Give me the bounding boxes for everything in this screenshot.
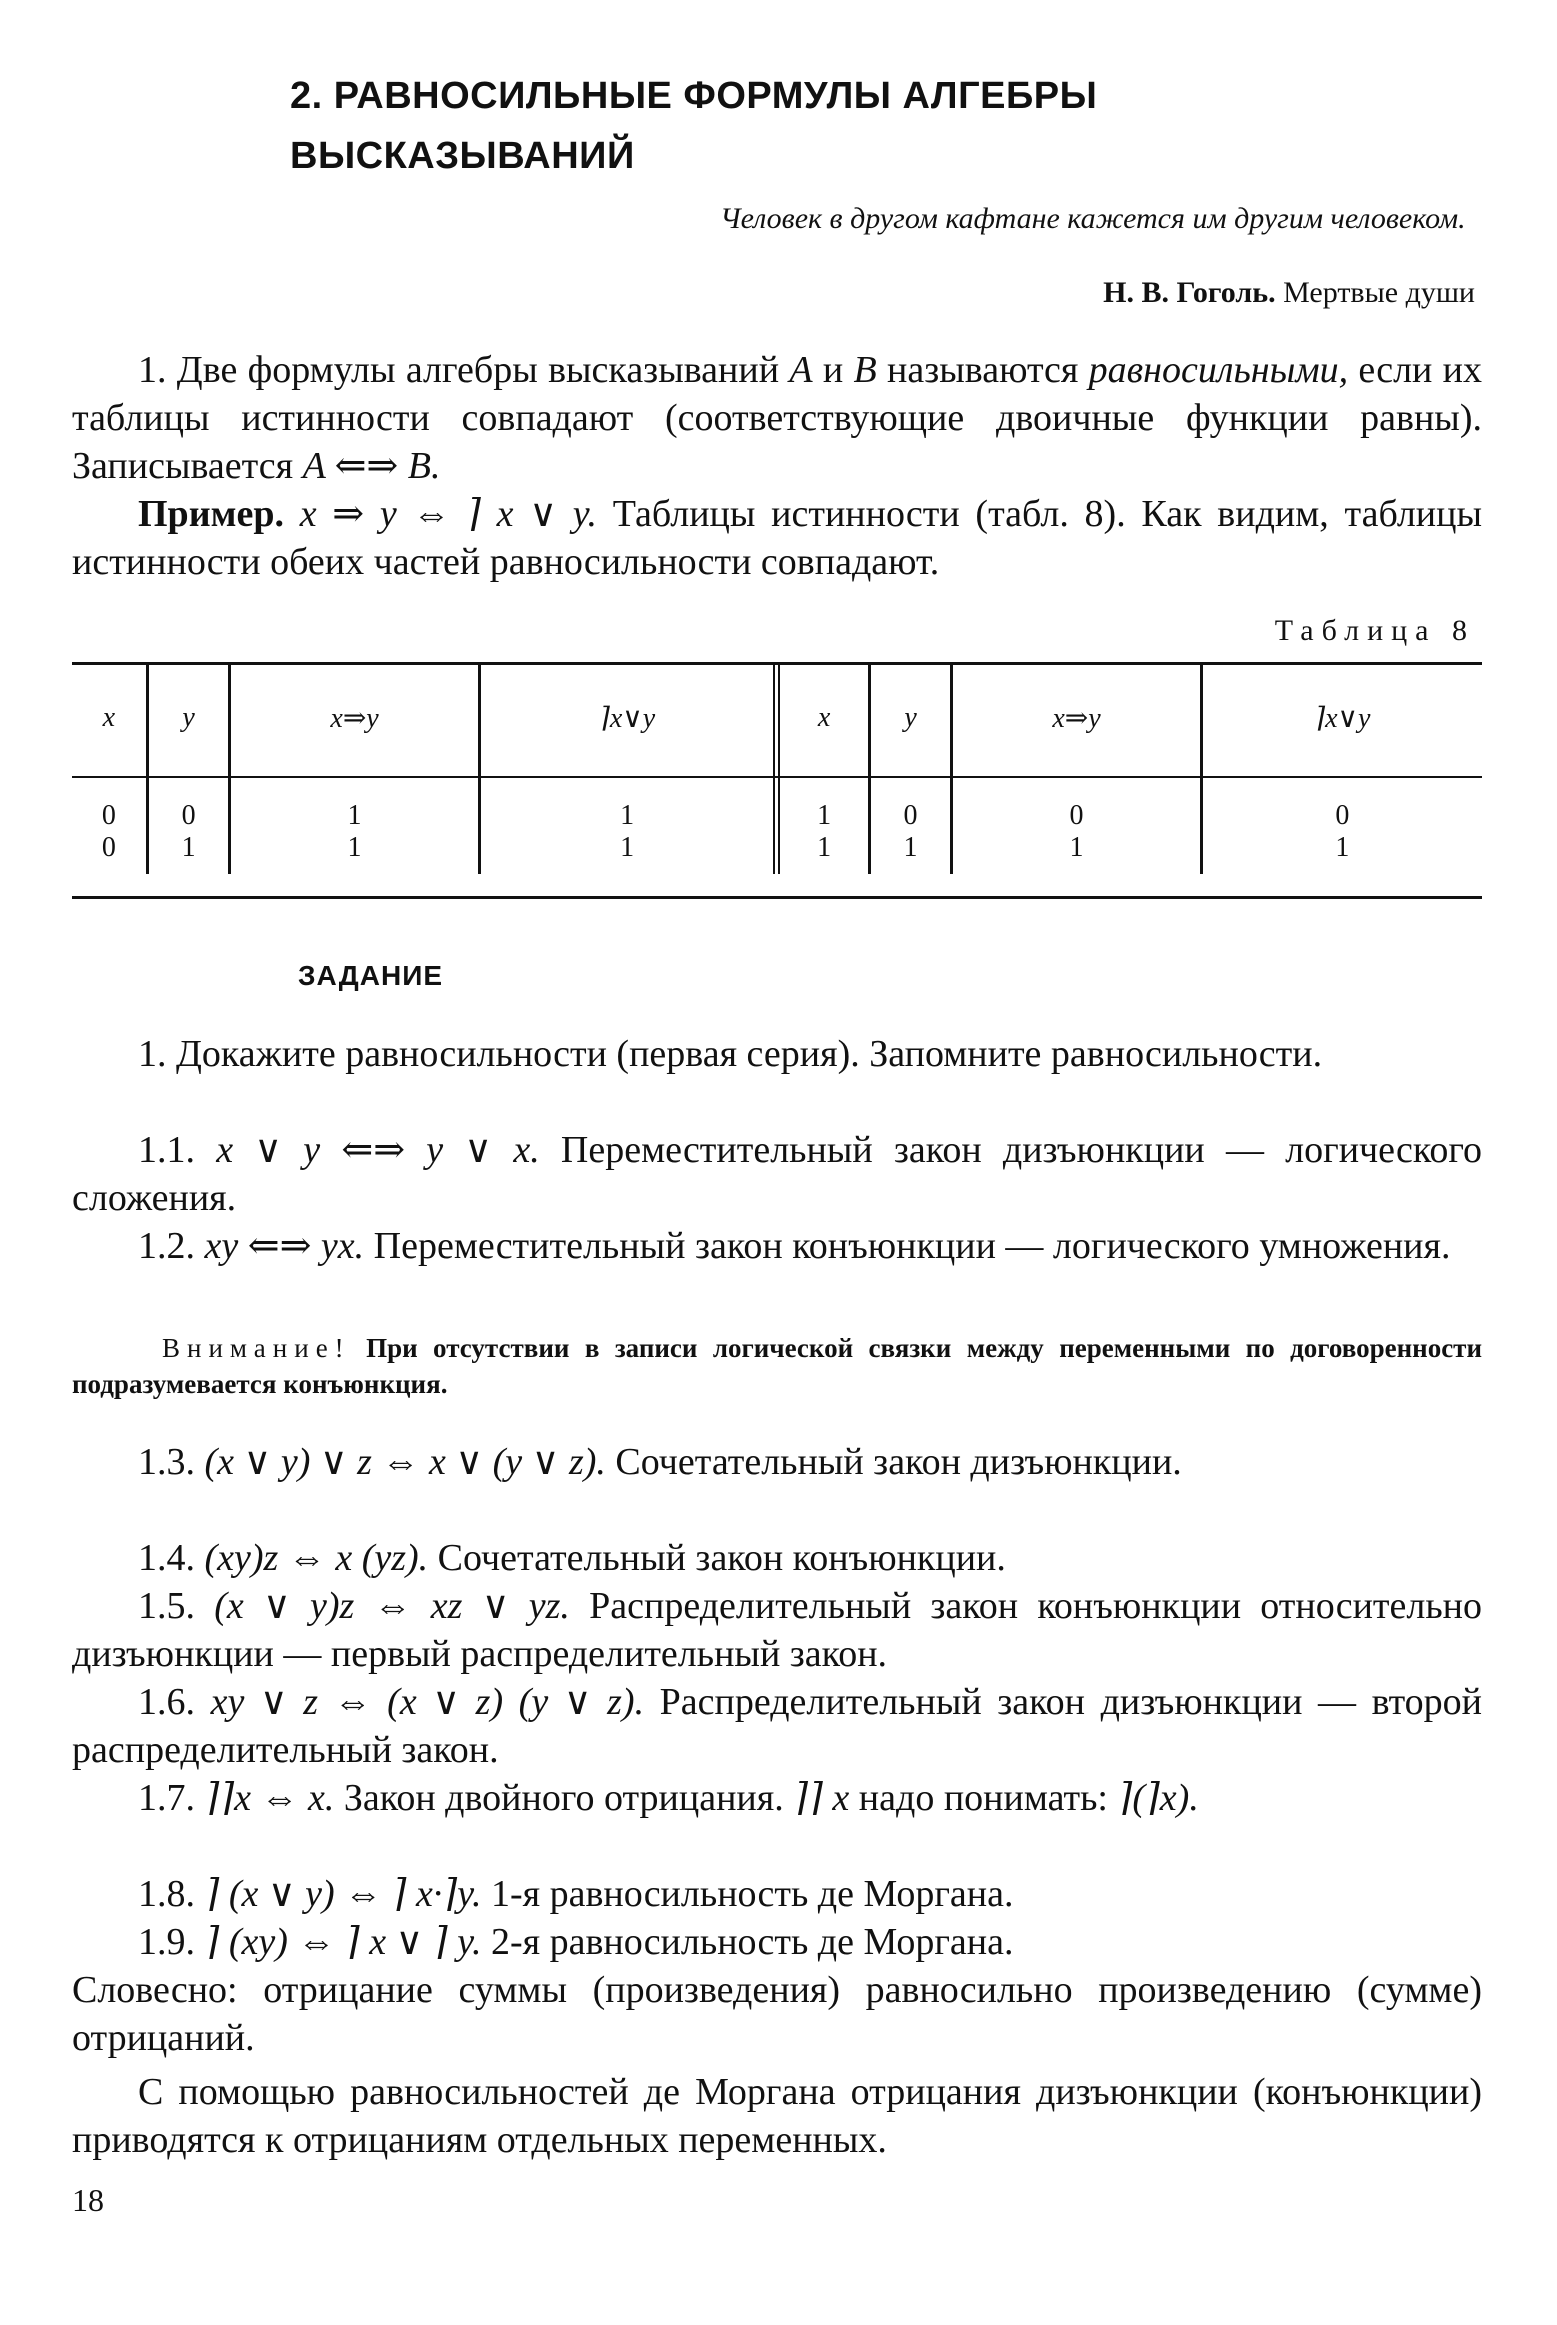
table-cell: 0 — [1201, 774, 1482, 832]
heading-line-2: ВЫСКАЗЫВАНИЙ — [290, 135, 635, 177]
table-cell: 1 — [230, 774, 479, 832]
table-cell: 0 — [101, 800, 116, 831]
example-formula: x ⇒ y ⇔ ⌉ x ∨ y. — [299, 493, 598, 535]
item-1-6: 1.6. xy ∨ z ⇔ (x ∨ z) (y ∨ z). Распределительный закон дизъюнкции — второй распределительный закон. — [72, 1681, 1483, 1771]
item-1-2: 1.2. xy ⇐⇒ yx. Переместительный закон конъюнкции — логического умножения. — [138, 1225, 1451, 1267]
epigraph-attribution — [1103, 276, 1475, 310]
item-formula: ⌉ (xy) ⇔ ⌉ x ∨ ⌉ y. — [204, 1921, 482, 1963]
table-bottom-rule — [72, 896, 1482, 899]
table-cell: 1 — [777, 774, 869, 832]
table-header-row — [72, 662, 1482, 774]
table-header-cell: y — [869, 662, 952, 774]
item-formula: xy ∨ z ⇔ (x ∨ z) (y ∨ z). — [210, 1681, 645, 1723]
table-cell: 1 — [869, 832, 952, 874]
item-1-3: 1.3. (x ∨ y) ∨ z ⇔ x ∨ (y ∨ z). Сочетательный закон дизъюнкции. — [138, 1441, 1182, 1483]
page-number: 18 — [72, 2182, 104, 2218]
definition-paragraph: 1. Две формулы алгебры высказываний A и B называются равносильными, если их таблицы истинности совпадают (соответствующие двоичные функции равны). Записывается A ⇐⇒ B. — [72, 349, 1482, 487]
item-formula: (x ∨ y) ∨ z ⇔ x ∨ (y ∨ z). — [204, 1441, 606, 1483]
truth-table — [72, 662, 1482, 874]
table-header-cell: x — [777, 662, 869, 774]
item-1-4: 1.4. (xy)z ⇔ x (yz). Сочетательный закон конъюнкции. — [138, 1537, 1006, 1579]
table-cell: 1 — [1201, 832, 1482, 874]
table-header-cell: x — [102, 702, 116, 733]
table-header-cell: ⌉x∨y — [1201, 662, 1482, 774]
epigraph-work: Мертвые души — [1283, 276, 1475, 309]
table-cell: 1 — [479, 832, 777, 874]
table-cell: 0 — [147, 774, 230, 832]
attention-note: Внимание! При отсутствии в записи логической связки между переменными по договоренности подразумевается конъюнкция. — [72, 1333, 1483, 1399]
table-caption: Таблица 8 — [1274, 614, 1475, 647]
item-1-1: 1.1. x ∨ y ⇐⇒ y ∨ x. Переместительный закон дизъюнкции — логического сложения. — [72, 1129, 1482, 1219]
final-paragraph: С помощью равносильностей де Моргана отрицания дизъюнкции (конъюнкции) приводятся к отрицаниям отдельных переменных. — [72, 2071, 1482, 2161]
verbal-paragraph: Словесно: отрицание суммы (произведения) равносильно произведению (сумме) отрицаний. — [72, 1969, 1482, 2059]
table-cell: 0 — [952, 774, 1201, 832]
heading-line-1: 2. РАВНОСИЛЬНЫЕ ФОРМУЛЫ АЛГЕБРЫ — [290, 75, 1098, 117]
item-1-5: 1.5. (x ∨ y)z ⇔ xz ∨ yz. Распределительный закон конъюнкции относительно дизъюнкции — первый распределительный закон. — [72, 1585, 1483, 1675]
section-heading — [290, 66, 1390, 186]
equivalence-formula: A ⇐⇒ B. — [302, 445, 441, 487]
item-formula: (xy)z ⇔ x (yz). — [204, 1537, 429, 1579]
item-formula: x ∨ y ⇐⇒ y ∨ x. — [216, 1129, 540, 1171]
item-1-8: 1.8. ⌉ (x ∨ y) ⇔ ⌉ x·⌉y. 1-я равносильность де Моргана. — [138, 1873, 1014, 1915]
table-cell: 1 — [952, 832, 1201, 874]
table-header-cell: y — [147, 662, 230, 774]
table-header-cell: ⌉x∨y — [479, 662, 777, 774]
task-intro: 1. Докажите равносильности (первая серия). Запомните равносильности. — [138, 1033, 1323, 1075]
epigraph-quote: Человек в другом кафтане кажется им другим человеком. — [720, 202, 1466, 235]
table-row — [72, 832, 1482, 874]
item-1-7: 1.7. ⌉⌉x ⇔ x. Закон двойного отрицания. ⌉⌉ x надо понимать: ⌉(⌉x). — [138, 1777, 1199, 1819]
table-cell: 1 — [777, 832, 869, 874]
item-1-9: 1.9. ⌉ (xy) ⇔ ⌉ x ∨ ⌉ y. 2-я равносильность де Моргана. — [138, 1921, 1014, 1963]
table-cell: 1 — [230, 832, 479, 874]
item-formula: ⌉ (x ∨ y) ⇔ ⌉ x·⌉y. — [204, 1873, 482, 1915]
item-formula: (x ∨ y)z ⇔ xz ∨ yz. — [214, 1585, 570, 1627]
defined-term: равносильными, — [1088, 349, 1349, 391]
table-header-cell: x⇒y — [230, 662, 479, 774]
para-number: 1. — [138, 349, 167, 391]
table-cell: 0 — [101, 832, 116, 863]
table-cell: 1 — [479, 774, 777, 832]
table-header-cell: x⇒y — [952, 662, 1201, 774]
table-cell: 0 — [869, 774, 952, 832]
item-formula: ⌉⌉x ⇔ x. — [204, 1777, 335, 1819]
table-cell: 1 — [147, 832, 230, 874]
item-formula: xy ⇐⇒ yx. — [204, 1225, 365, 1267]
task-title: ЗАДАНИЕ — [298, 960, 443, 991]
example-paragraph: Пример. x ⇒ y ⇔ ⌉ x ∨ y. Таблицы истинности (табл. 8). Как видим, таблицы истинности обеих частей равносильности совпадают. — [72, 493, 1483, 583]
example-label: Пример. — [138, 493, 284, 535]
note-label: Внимание! — [162, 1333, 351, 1363]
table-row — [72, 774, 1482, 832]
epigraph-author: Н. В. Гоголь. — [1103, 276, 1276, 309]
